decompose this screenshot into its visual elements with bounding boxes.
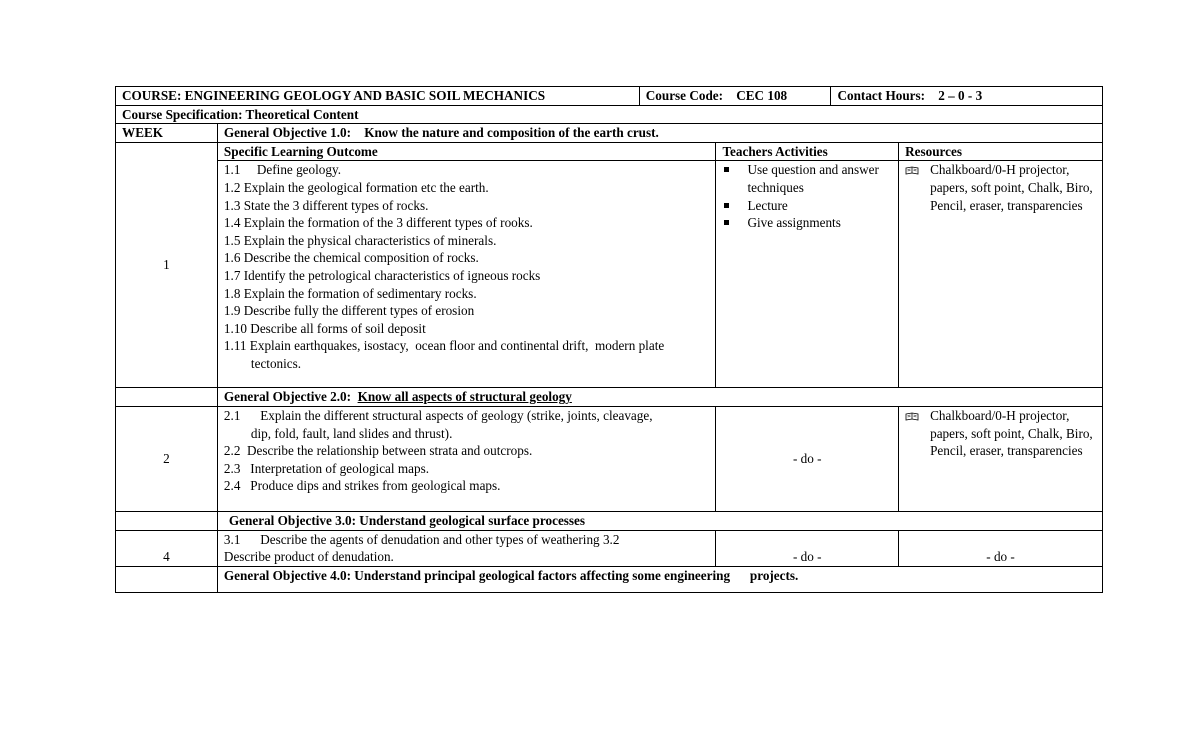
course-code-cell	[639, 87, 831, 106]
col-header-teachers: Teachers Activities	[716, 142, 899, 161]
outcome-2-1: 2.1 Explain the different structural aspects of geology (strike, joints, cleavage,	[223, 407, 653, 423]
week-2-resources	[899, 406, 1103, 511]
general-objective-1	[217, 124, 1102, 143]
objective-1-label: General Objective 1.0:	[223, 125, 351, 141]
teacher-activity-item	[722, 161, 892, 196]
week-4-teachers: - do -	[716, 530, 899, 566]
week-2-row	[116, 406, 1103, 511]
spec-row	[116, 105, 1103, 124]
objective-2-label: General Objective 2.0:	[223, 389, 351, 405]
outcome-3-1: 3.1 Describe the agents of denudation and other types of weathering 3.2	[223, 531, 620, 547]
outcome-1-11-cont: tectonics.	[250, 355, 302, 371]
teacher-activity-item	[722, 214, 892, 232]
outcome-1-5: 1.5 Explain the physical characteristics of minerals.	[223, 232, 497, 248]
week-1-resources	[899, 161, 1103, 388]
teacher-activity-text: Give assignments	[747, 215, 841, 231]
week-2-outcomes	[217, 406, 716, 511]
book-icon	[905, 166, 919, 175]
week-4-cell: 4	[116, 530, 218, 566]
course-specification: Course Specification: Theoretical Content	[116, 105, 1103, 124]
curriculum-table	[115, 86, 1103, 593]
outcome-1-4: 1.4 Explain the formation of the 3 different types of rooks.	[223, 215, 533, 231]
course-code-label: Course Code:	[645, 88, 724, 103]
outcome-1-3: 1.3 State the 3 different types of rocks.	[223, 197, 429, 213]
week-1-row	[116, 161, 1103, 388]
objective-1-text: Know the nature and composition of the earth crust.	[364, 125, 659, 141]
objective-2-row	[116, 388, 1103, 407]
week-2-teachers: - do -	[716, 406, 899, 511]
resources-text: Chalkboard/0-H projector, papers, soft point, Chalk, Biro, Pencil, eraser, transparencies	[930, 162, 1093, 213]
general-objective-2	[217, 388, 1102, 407]
objective-3-row	[116, 511, 1103, 530]
outcome-2-4: 2.4 Produce dips and strikes from geological maps.	[223, 478, 501, 494]
outcome-2-1-cont: dip, fold, fault, land slides and thrust).	[250, 425, 453, 441]
week-2-cell: 2	[116, 406, 218, 511]
empty-cell	[116, 566, 218, 592]
teacher-activity-item	[722, 197, 892, 215]
outcome-2-3: 2.3 Interpretation of geological maps.	[223, 460, 429, 476]
resources-text: Chalkboard/0-H projector, papers, soft point, Chalk, Biro, Pencil, eraser, transparencies	[930, 407, 1093, 459]
contact-hours-value: 2 – 0 - 3	[938, 88, 983, 103]
outcome-1-9: 1.9 Describe fully the different types of erosion	[223, 303, 475, 319]
bullet-square-icon	[724, 203, 729, 208]
outcome-1-7: 1.7 Identify the petrological characteristics of igneous rocks	[223, 267, 541, 283]
week-1-cell: 1	[116, 142, 218, 388]
teacher-activity-text: Use question and answer techniques	[747, 162, 879, 195]
contact-hours-label: Contact Hours:	[837, 88, 926, 103]
bullet-square-icon	[724, 220, 729, 225]
outcome-1-10: 1.10 Describe all forms of soil deposit	[223, 320, 426, 336]
col-header-resources: Resources	[899, 142, 1103, 161]
col-header-outcome: Specific Learning Outcome	[217, 142, 716, 161]
outcome-1-11: 1.11 Explain earthquakes, isostacy, ocean floor and continental drift, modern plate	[223, 338, 665, 354]
course-code-value: CEC 108	[736, 88, 788, 103]
week-label: WEEK	[116, 124, 218, 143]
teacher-activity-text: Lecture	[747, 197, 788, 213]
column-header-row	[116, 142, 1103, 161]
objective-1-row	[116, 124, 1103, 143]
empty-cell	[116, 511, 218, 530]
general-objective-4: General Objective 4.0: Understand principal geological factors affecting some engineering projects.	[217, 566, 1102, 592]
week-4-row	[116, 530, 1103, 566]
bullet-square-icon	[724, 167, 729, 172]
objective-2-text: Know all aspects of structural geology	[357, 389, 572, 405]
resources-item	[905, 161, 1096, 214]
week-1-teachers	[716, 161, 899, 388]
outcome-1-2: 1.2 Explain the geological formation etc the earth.	[223, 179, 489, 195]
general-objective-3: General Objective 3.0: Understand geological surface processes	[217, 511, 1102, 530]
contact-hours-cell	[831, 87, 1103, 106]
outcome-2-2: 2.2 Describe the relationship between strata and outcrops.	[223, 443, 533, 459]
week-4-outcomes	[217, 530, 716, 566]
course-title: COURSE: ENGINEERING GEOLOGY AND BASIC SOIL MECHANICS	[116, 87, 640, 106]
week-1-outcomes	[217, 161, 716, 388]
resources-item	[905, 407, 1096, 460]
outcome-3-1-cont: Describe product of denudation.	[223, 549, 394, 565]
outcome-1-8: 1.8 Explain the formation of sedimentary rocks.	[223, 285, 477, 301]
teachers-activities-list	[722, 161, 892, 231]
objective-4-row	[116, 566, 1103, 592]
empty-cell	[116, 388, 218, 407]
week-4-resources: - do -	[899, 530, 1103, 566]
outcome-1-1: 1.1 Define geology.	[223, 162, 341, 178]
outcome-1-6: 1.6 Describe the chemical composition of rocks.	[223, 250, 479, 266]
book-icon	[905, 412, 919, 421]
course-header-row	[116, 87, 1103, 106]
